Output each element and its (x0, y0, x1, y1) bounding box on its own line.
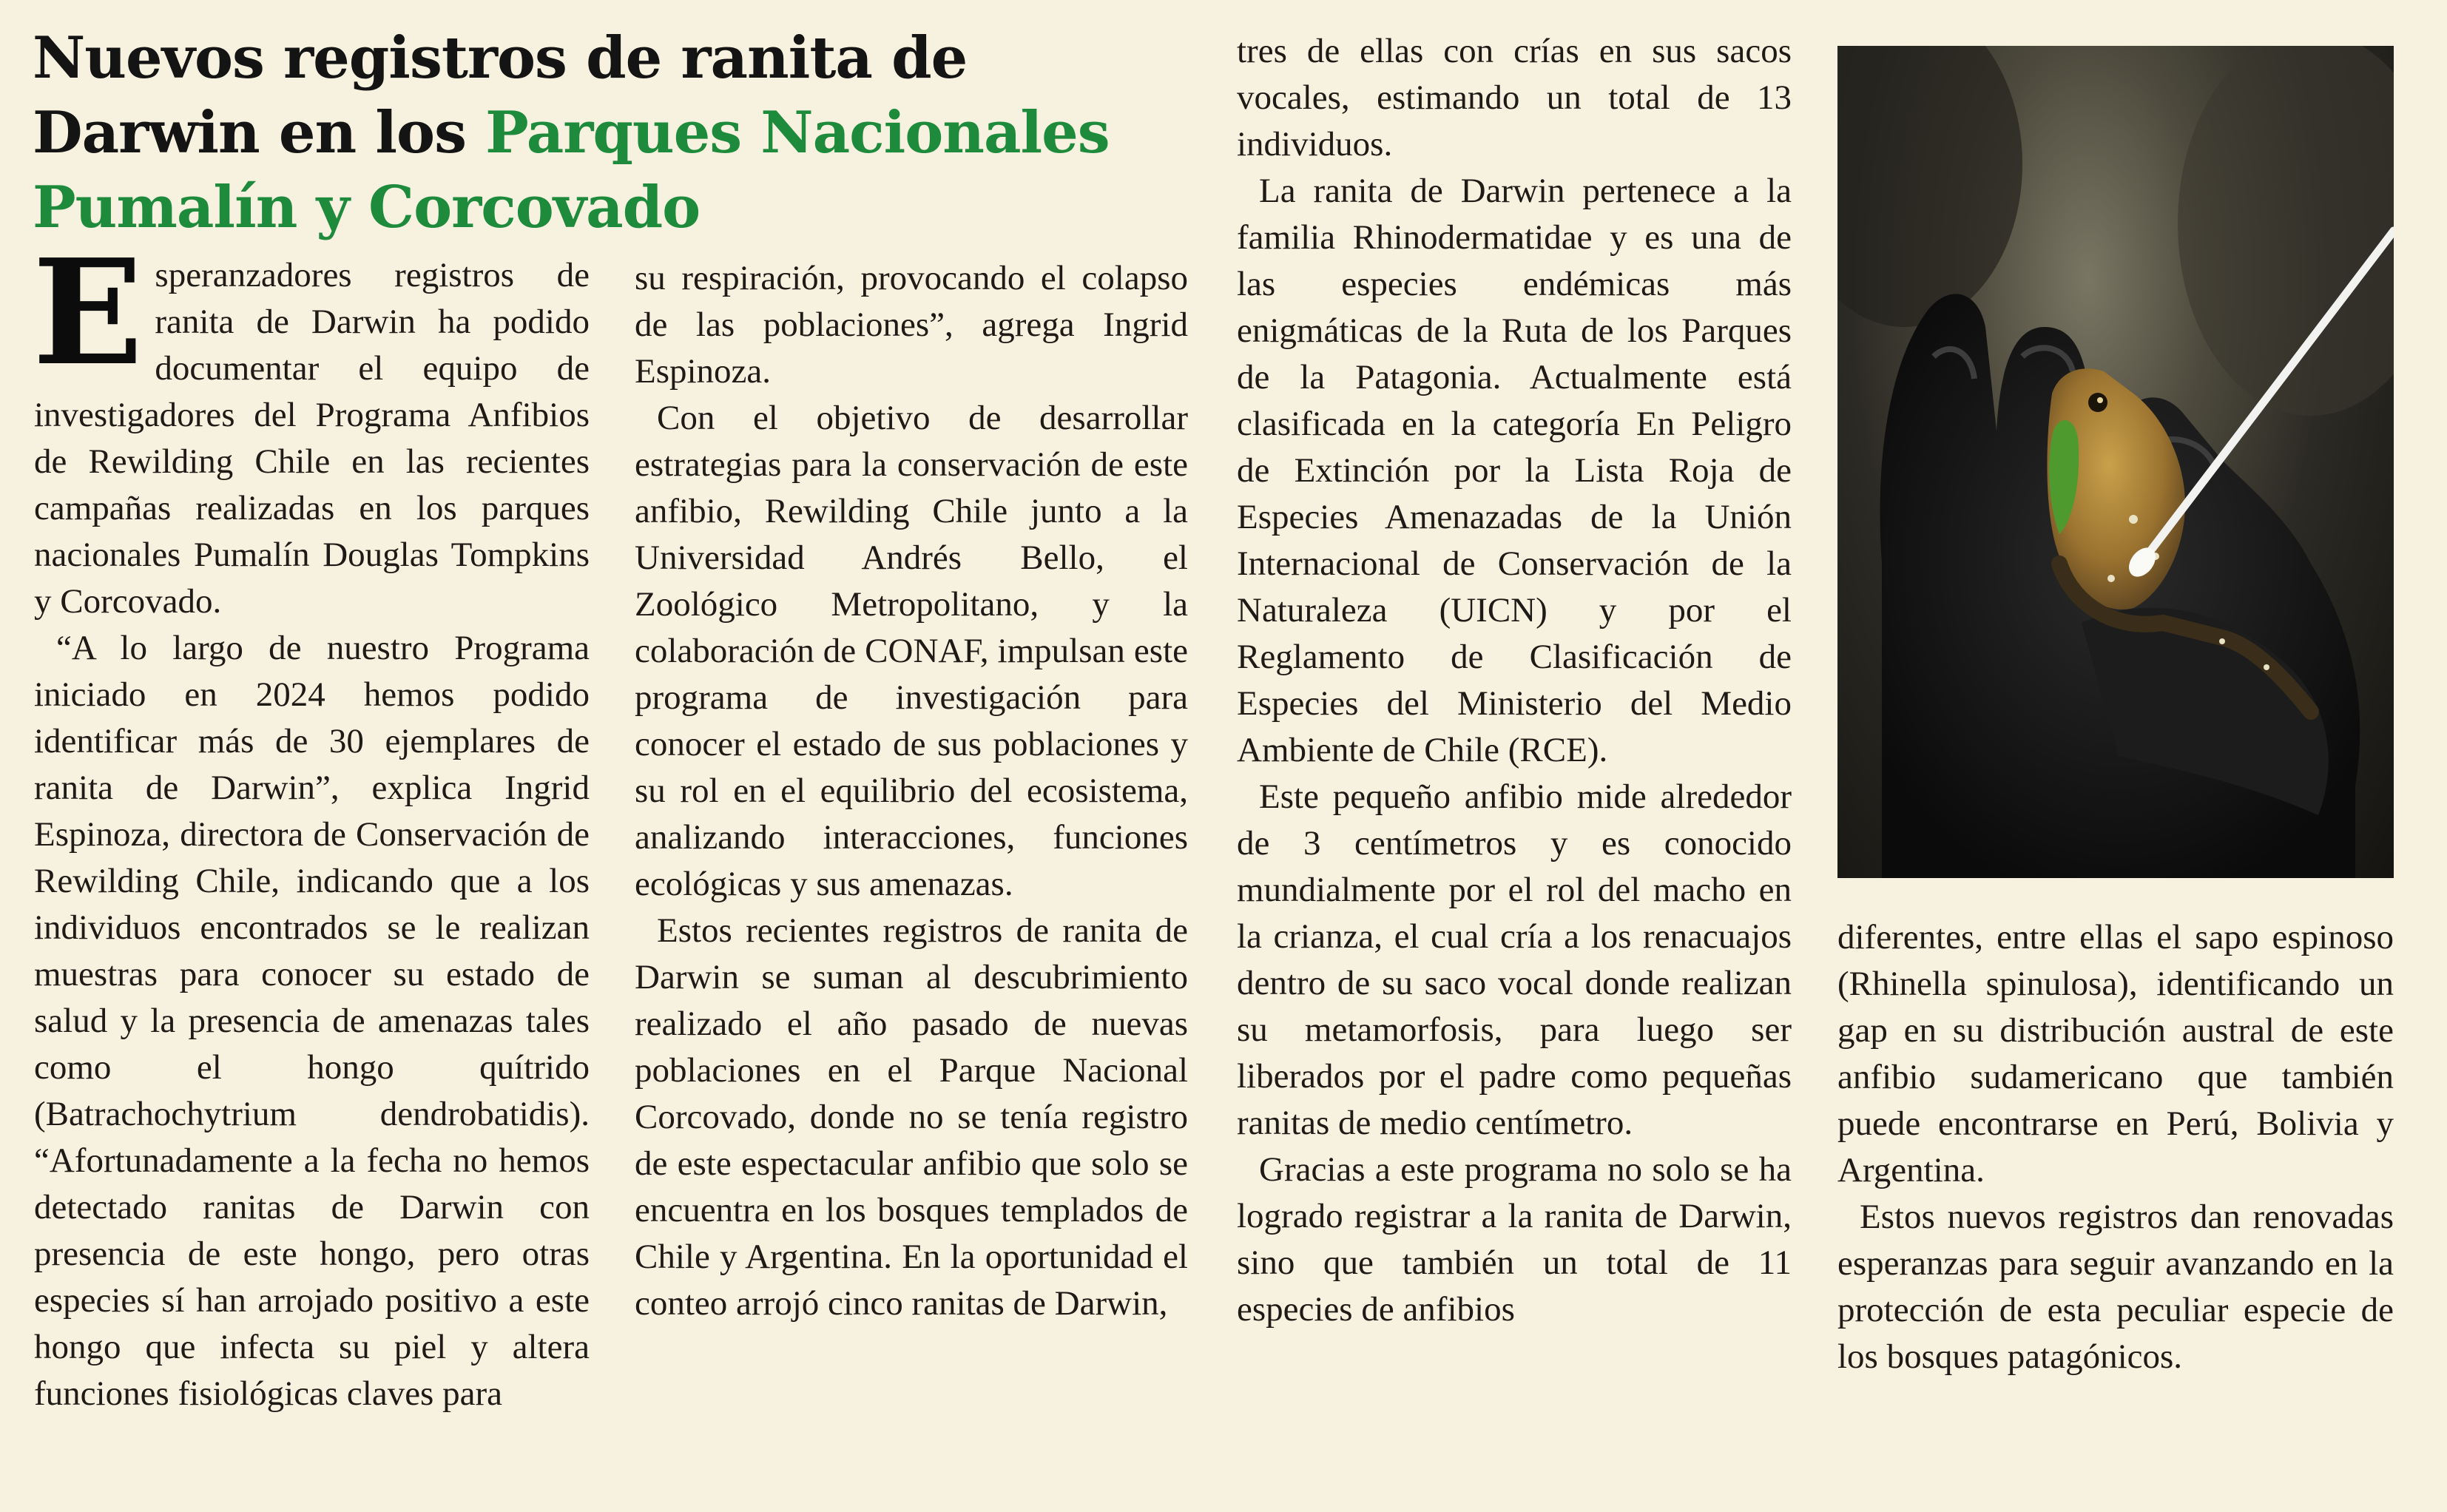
headline-line-1: Nuevos registros de ranita de (33, 24, 968, 92)
text-column-2 (635, 255, 1188, 1327)
text-column-1 (33, 228, 590, 1417)
paragraph-6: Este pequeño anfibio mide alrededor de 3 centímetros y es conocido mundialmente por el rol del macho en la crianza, el cual cría a los renacuajos dentro de su saco vocal donde realizan su metamorfosis, para luego ser liberados por el padre como pequeñas ranitas de medio centímetro. (1237, 777, 1792, 1142)
paragraph-5: La ranita de Darwin pertenece a la familia Rhinodermatidae y es una de las especies endémicas más enigmáticas de la Ruta de los Parques de la Patagonia. Actualmente está clasificada en la categoría En Peligro de Extinción por la Lista Roja de Especies Amenazadas de la Unión Internacional de Conservación de la Naturaleza (UICN) y por el Reglamento de Clasificación de Especies del Ministerio del Medio Ambiente de Chile (RCE). (1237, 172, 1792, 769)
paragraph-4-continued: tres de ellas con crías en sus sacos vocales, estimando un total de 13 individuos. (1237, 32, 1792, 163)
headline-line-2-black: Darwin en los (33, 99, 486, 166)
paragraph-2: “A lo largo de nuestro Programa iniciado en 2024 hemos podido identificar más de 30 ejemplares de ranita de Darwin”, explica Ingrid Espinoza, directora de Conservación de Rewilding Chile, indicando que a los individuos encontrados se le realizan muestras para conocer su estado de salud y la presencia de amenazas tales como el hongo quítrido (Batrachochytrium dendrobatidis). “Afortunadamente a la fecha no hemos detectado ranitas de Darwin con presencia de este hongo, pero otras especies sí han arrojado positivo a este hongo que infecta su piel y altera funciones fisiológicas claves para (34, 629, 590, 1413)
paragraph-7-continued: diferentes, entre ellas el sapo espinoso (Rhinella spinulosa), identificando un gap en su distribución austral de este anfibio sudamericano que también puede encontrarse en Perú, Bolivia y Argentina. (1837, 918, 2394, 1189)
paragraph-2-continued: su respiración, provocando el colapso de las poblaciones”, agrega Ingrid Espinoza. (635, 259, 1188, 391)
headline-line-2 (33, 95, 1216, 170)
drop-cap: E (33, 228, 144, 398)
frog-photo (1837, 46, 2394, 878)
headline-line-3: Pumalín y Corcovado (33, 174, 701, 241)
paragraph-1 (33, 228, 590, 625)
text-column-4 (1837, 914, 2394, 1380)
paragraph-8: Estos nuevos registros dan renovadas esperanzas para seguir avanzando en la protección de esta peculiar especie de los bosques patagónicos. (1837, 1198, 2394, 1376)
frog-photo-illustration (1837, 46, 2394, 878)
article-headline (33, 21, 1216, 245)
headline-line-2-green: Parques Nacionales (485, 99, 1110, 166)
paragraph-1-text: speranzadores registros de ranita de Darwin ha podido documentar el equipo de investigadores del Programa Anfibios de Rewilding Chile en las recientes campañas realizadas en los parques nacionales Pumalín Douglas Tompkins y Corcovado. (34, 256, 590, 621)
paragraph-4: Estos recientes registros de ranita de Darwin se suman al descubrimiento realizado el año pasado de nuevas poblaciones en el Parque Nacional Corcovado, donde no se tenía registro de este espectacular anfibio que solo se encuentra en los bosques templados de Chile y Argentina. En la oportunidad el conteo arrojó cinco ranitas de Darwin, (635, 911, 1188, 1323)
paragraph-3: Con el objetivo de desarrollar estrategias para la conservación de este anfibio, Rewilding Chile junto a la Universidad Andrés Bello, el Zoológico Metropolitano, y la colaboración de CONAF, impulsan este programa de investigación para conocer el estado de sus poblaciones y su rol en el equilibrio del ecosistema, analizando interacciones, funciones ecológicas y sus amenazas. (635, 399, 1188, 903)
paragraph-7: Gracias a este programa no solo se ha logrado registrar a la ranita de Darwin, sino que también un total de 11 especies de anfibios (1237, 1150, 1792, 1329)
text-column-3 (1237, 28, 1792, 1333)
